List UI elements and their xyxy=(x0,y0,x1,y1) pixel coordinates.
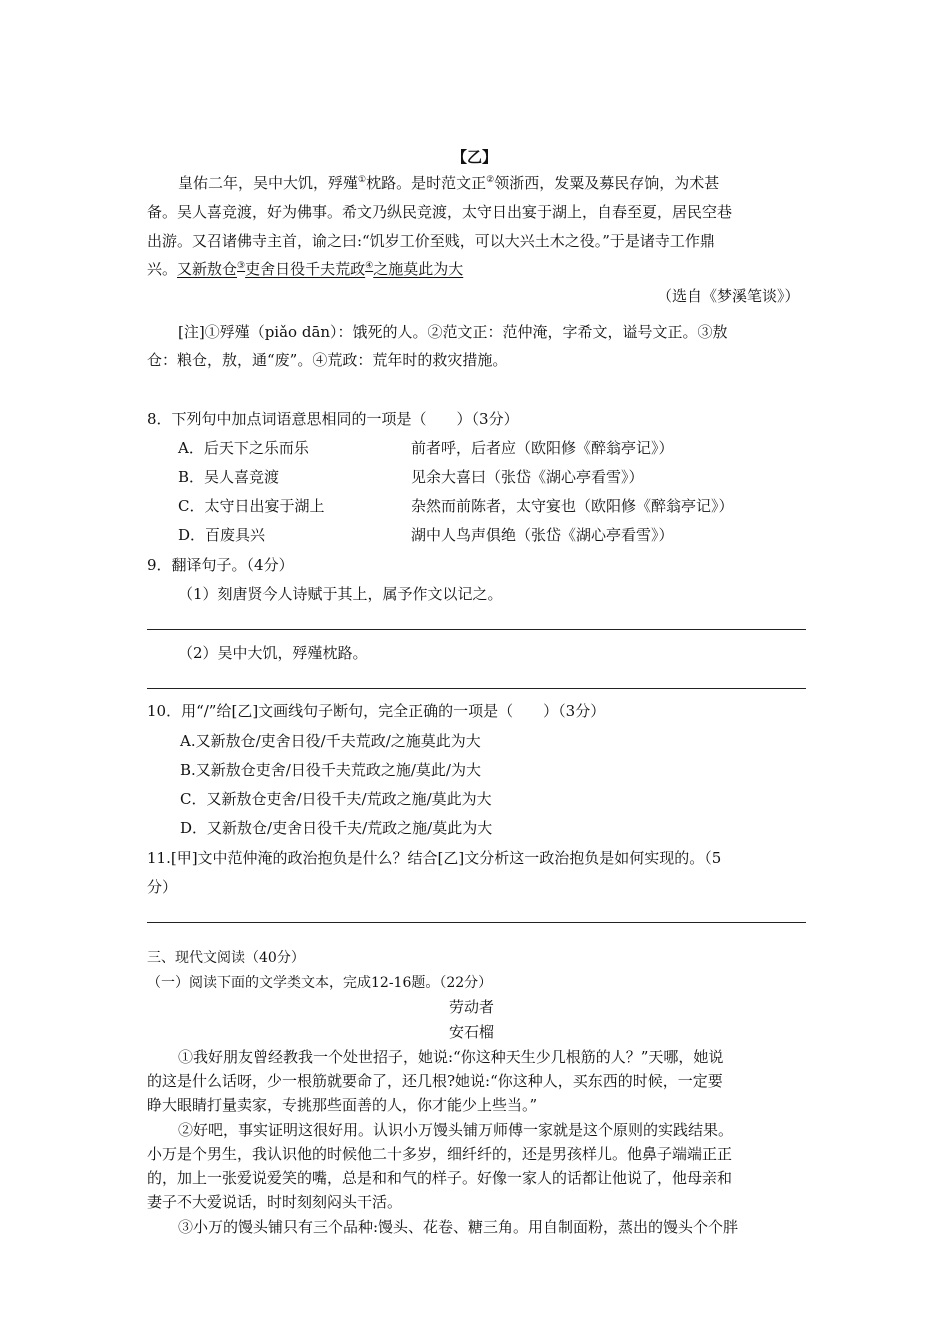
article-title: 劳动者 xyxy=(449,998,495,1016)
passage-source: （选自《梦溪笔谈》） xyxy=(657,287,800,305)
passage-heading: 【乙】 xyxy=(452,148,498,166)
question-8-option-d-compare: 湖中人鸟声俱绝（张岱《湖心亭看雪》） xyxy=(411,526,674,544)
passage-line-underlined: 兴。又新敖仓③吏舍日役千夫荒政④之施莫此为大 xyxy=(147,260,464,278)
answer-line[interactable] xyxy=(147,688,806,689)
question-10-option-d: D．又新敖仓/吏舍日役千夫/荒政之施/莫此为大 xyxy=(180,819,493,837)
article-line: 的，加上一张爱说爱笑的嘴，总是和和气的样子。好像一家人的话都让他说了，他母亲和 xyxy=(147,1169,733,1187)
question-8-option-c-compare: 杂然而前陈者，太守宴也（欧阳修《醉翁亭记》） xyxy=(411,497,734,515)
article-line: ③小万的馒头铺只有三个品种:馒头、花卷、糖三角。用自制面粉，蒸出的馒头个个胖 xyxy=(178,1218,739,1236)
answer-line[interactable] xyxy=(147,629,806,630)
question-10-option-b: B.又新敖仓吏舍/日役千夫荒政之施/莫此/为大 xyxy=(180,761,481,779)
note-marker: ① xyxy=(358,175,367,185)
question-8-option-b: B．吴人喜竞渡 xyxy=(178,468,280,486)
annotation-line: [注]①殍殣（piǎo dān）：饿死的人。②范文正：范仲淹，字希文，谥号文正。③敖 xyxy=(178,323,728,341)
note-marker: ③ xyxy=(237,261,246,271)
question-9-sentence-2: （2）吴中大饥，殍殣枕路。 xyxy=(178,644,368,662)
article-author: 安石榴 xyxy=(449,1023,495,1041)
article-line: ①我好朋友曾经教我一个处世招子，她说:“你这种天生少几根筋的人？”天哪，她说 xyxy=(178,1048,724,1066)
annotation-line: 仓：粮仓，敖，通“废”。④荒政：荒年时的救灾措施。 xyxy=(147,351,508,369)
article-line: 睁大眼睛打量卖家，专挑那些面善的人，你才能少上些当。” xyxy=(147,1096,538,1114)
question-9-stem: 9．翻译句子。（4分） xyxy=(147,556,294,574)
passage-line: 出游。又召诸佛寺主首，谕之曰:“饥岁工价至贱，可以大兴土木之役。”于是诸寺工作鼎 xyxy=(147,232,715,250)
question-10-option-c: C．又新敖仓吏舍/日役千夫/荒政之施/莫此为大 xyxy=(180,790,492,808)
passage-line: 皇佑二年，吴中大饥，殍殣①枕路。是时范文正②领浙西，发粟及募民存饷，为术甚 xyxy=(178,174,720,192)
question-8-option-a-compare: 前者呼，后者应（欧阳修《醉翁亭记》） xyxy=(411,439,674,457)
question-8-option-b-compare: 见余大喜曰（张岱《湖心亭看雪》） xyxy=(411,468,644,486)
article-line: 小万是个男生，我认识他的时候他二十多岁，细纤纤的，还是男孩样儿。他鼻子端端正正 xyxy=(147,1145,733,1163)
question-10-option-a: A.又新敖仓/吏舍日役/千夫荒政/之施莫此为大 xyxy=(180,732,481,750)
question-11-stem: 11.[甲]文中范仲淹的政治抱负是什么？结合[乙]文分析这一政治抱负是如何实现的。（5 xyxy=(147,849,722,867)
answer-line[interactable] xyxy=(147,922,806,923)
question-8-option-d: D．百废具兴 xyxy=(178,526,266,544)
passage-line: 备。吴人喜竞渡，好为佛事。希文乃纵民竞渡，太守日出宴于湖上，自春至夏，居民空巷 xyxy=(147,203,733,221)
question-8-option-a: A．后天下之乐而乐 xyxy=(178,439,309,457)
question-11-stem-cont: 分） xyxy=(147,878,178,896)
note-marker: ④ xyxy=(365,261,374,271)
question-10-stem: 10．用“/”给[乙]文画线句子断句，完全正确的一项是（ ）（3分） xyxy=(147,702,606,720)
article-line: 的这是什么话呀，少一根筋就要命了，还几根?她说:“你这种人，买东西的时候，一定要 xyxy=(147,1072,723,1090)
article-line: 妻子不大爱说话，时时刻刻闷头干活。 xyxy=(147,1193,403,1211)
question-8-option-c: C．太守日出宴于湖上 xyxy=(178,497,325,515)
question-9-sentence-1: （1）刻唐贤今人诗赋于其上，属予作文以记之。 xyxy=(178,585,503,603)
note-marker: ② xyxy=(486,175,495,185)
section-heading: 三、现代文阅读（40分） xyxy=(147,950,305,966)
section-subheading: （一）阅读下面的文学类文本，完成12-16题。（22分） xyxy=(147,975,493,991)
article-line: ②好吧，事实证明这很好用。认识小万馒头铺万师傅一家就是这个原则的实践结果。 xyxy=(178,1121,734,1139)
question-8-stem: 8．下列句中加点词语意思相同的一项是（ ）（3分） xyxy=(147,410,519,428)
